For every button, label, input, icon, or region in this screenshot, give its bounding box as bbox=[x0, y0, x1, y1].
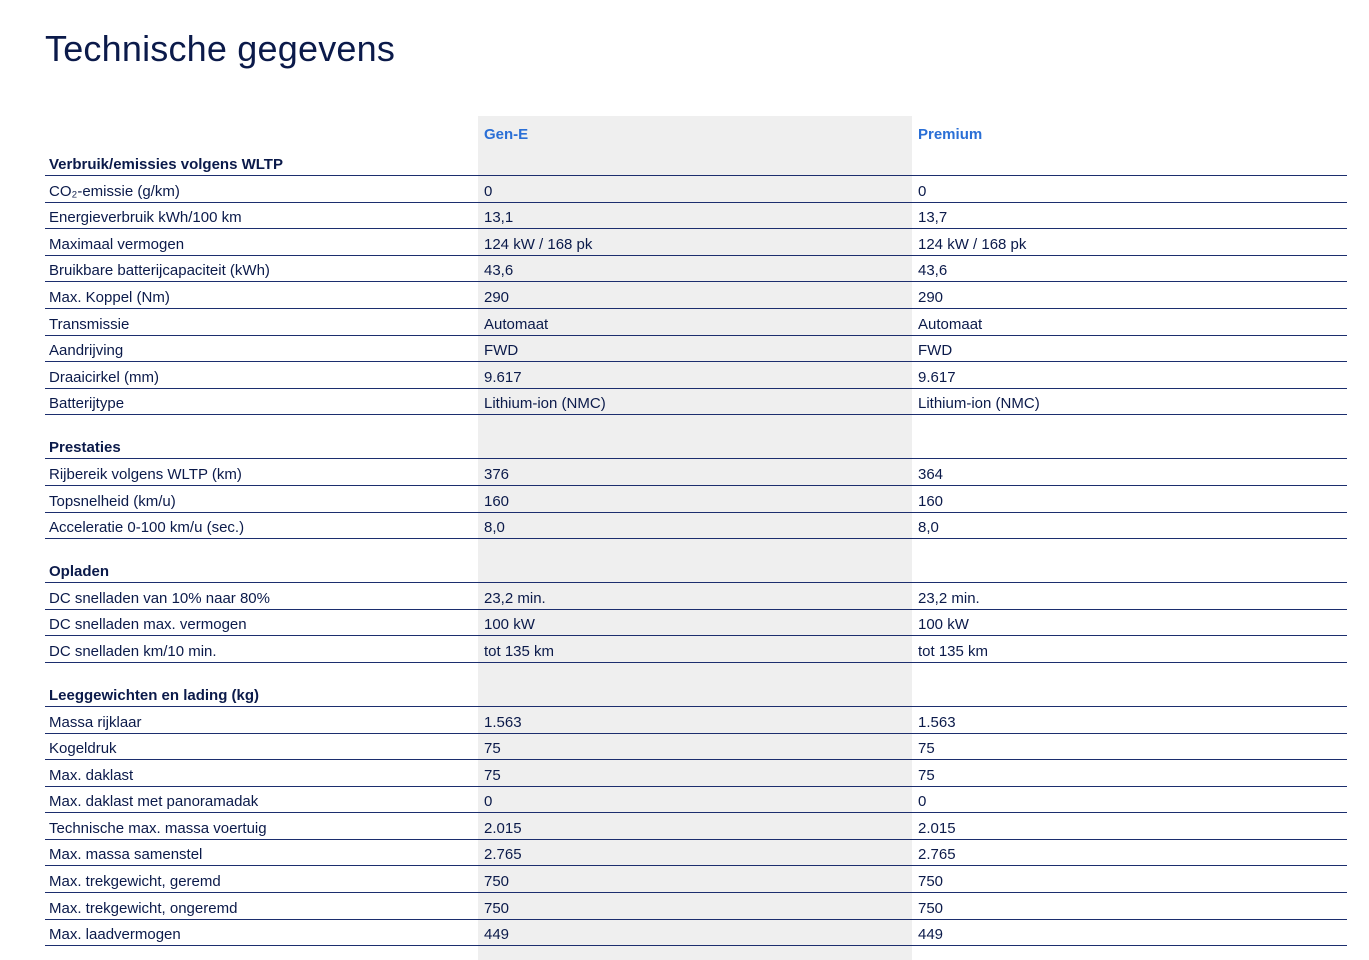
table-row bbox=[45, 610, 1347, 637]
row-label: Max. massa samenstel bbox=[49, 846, 203, 864]
row-label: Max. Koppel (Nm) bbox=[49, 288, 170, 306]
table-row bbox=[45, 203, 1347, 230]
premium-value: 124 kW / 168 pk bbox=[918, 235, 1027, 253]
row-label: Rijbereik volgens WLTP (km) bbox=[49, 465, 242, 483]
premium-value: 100 kW bbox=[918, 616, 969, 634]
table-row bbox=[45, 920, 1347, 947]
gen-e-value: 290 bbox=[484, 288, 510, 306]
gen-e-value: 750 bbox=[484, 899, 510, 917]
gen-e-value: 1.563 bbox=[484, 713, 522, 731]
gen-e-value: 0 bbox=[484, 793, 493, 811]
premium-value: 43,6 bbox=[918, 262, 948, 280]
gen-e-value: 2.015 bbox=[484, 819, 522, 837]
table-row bbox=[45, 866, 1347, 893]
premium-value: 13,7 bbox=[918, 209, 948, 227]
table-row bbox=[45, 229, 1347, 256]
table-row bbox=[45, 734, 1347, 761]
premium-value: 750 bbox=[918, 899, 944, 917]
section-spacer bbox=[45, 663, 1347, 681]
row-label: CO₂-emissie (g/km) bbox=[49, 182, 180, 200]
table-row bbox=[45, 486, 1347, 513]
premium-value: 9.617 bbox=[918, 368, 956, 386]
row-label: Technische max. massa voertuig bbox=[49, 819, 267, 837]
gen-e-value: 75 bbox=[484, 740, 501, 758]
row-label: Topsnelheid (km/u) bbox=[49, 492, 176, 510]
premium-value: 0 bbox=[918, 793, 927, 811]
row-label: Max. trekgewicht, ongeremd bbox=[49, 899, 238, 917]
gen-e-value: FWD bbox=[484, 342, 519, 360]
row-label: Max. daklast bbox=[49, 766, 134, 784]
premium-value: 2.765 bbox=[918, 846, 956, 864]
gen-e-value: 750 bbox=[484, 873, 510, 891]
table-row bbox=[45, 583, 1347, 610]
row-label: Draaicirkel (mm) bbox=[49, 368, 159, 386]
row-label: Max. laadvermogen bbox=[49, 926, 181, 944]
table-row bbox=[45, 760, 1347, 787]
section-spacer bbox=[45, 539, 1347, 557]
section-header bbox=[45, 150, 1347, 176]
row-label: DC snelladen van 10% naar 80% bbox=[49, 589, 270, 607]
section-header bbox=[45, 557, 1347, 583]
page-title: Technische gegevens bbox=[45, 28, 396, 69]
premium-value: 290 bbox=[918, 288, 944, 306]
row-label: Energieverbruik kWh/100 km bbox=[49, 209, 242, 227]
gen-e-value: 43,6 bbox=[484, 262, 514, 280]
column-header-premium: Premium bbox=[918, 126, 983, 143]
section-title: Prestaties bbox=[49, 439, 121, 457]
row-label: Bruikbare batterijcapaciteit (kWh) bbox=[49, 262, 270, 280]
premium-value: 750 bbox=[918, 873, 944, 891]
spec-sections bbox=[45, 150, 1347, 946]
row-label: Maximaal vermogen bbox=[49, 235, 185, 253]
premium-value: 2.015 bbox=[918, 819, 956, 837]
table-row bbox=[45, 787, 1347, 814]
table-row bbox=[45, 707, 1347, 734]
gen-e-value: 2.765 bbox=[484, 846, 522, 864]
section-header bbox=[45, 681, 1347, 707]
gen-e-value: 75 bbox=[484, 766, 501, 784]
row-label: Acceleratie 0-100 km/u (sec.) bbox=[49, 519, 245, 537]
premium-value: 1.563 bbox=[918, 713, 956, 731]
gen-e-value: Lithium-ion (NMC) bbox=[484, 395, 606, 413]
table-row bbox=[45, 636, 1347, 663]
row-label: Max. trekgewicht, geremd bbox=[49, 873, 221, 891]
premium-value: 8,0 bbox=[918, 519, 939, 537]
gen-e-value: tot 135 km bbox=[484, 642, 555, 660]
table-row bbox=[45, 256, 1347, 283]
premium-value: 75 bbox=[918, 766, 935, 784]
table-row bbox=[45, 513, 1347, 540]
row-label: DC snelladen km/10 min. bbox=[49, 642, 217, 660]
gen-e-value: 8,0 bbox=[484, 519, 505, 537]
gen-e-value: 124 kW / 168 pk bbox=[484, 235, 593, 253]
section-title: Verbruik/emissies volgens WLTP bbox=[49, 156, 283, 173]
row-label: Max. daklast met panoramadak bbox=[49, 793, 259, 811]
premium-value: FWD bbox=[918, 342, 953, 360]
gen-e-value: Automaat bbox=[484, 315, 549, 333]
table-row bbox=[45, 813, 1347, 840]
column-header-gen-e: Gen-E bbox=[484, 126, 529, 143]
row-label: Batterijtype bbox=[49, 395, 125, 413]
gen-e-value: 13,1 bbox=[484, 209, 514, 227]
section-title: Leeggewichten en lading (kg) bbox=[49, 686, 260, 704]
table-row bbox=[45, 336, 1347, 363]
premium-value: tot 135 km bbox=[918, 642, 989, 660]
table-row bbox=[45, 176, 1347, 203]
premium-value: Lithium-ion (NMC) bbox=[918, 395, 1040, 413]
gen-e-value: 23,2 min. bbox=[484, 589, 546, 607]
gen-e-value: 9.617 bbox=[484, 368, 522, 386]
premium-value: 449 bbox=[918, 926, 944, 944]
column-headers bbox=[45, 120, 1347, 150]
gen-e-value: 449 bbox=[484, 926, 510, 944]
premium-value: 160 bbox=[918, 492, 944, 510]
row-label: Aandrijving bbox=[49, 342, 124, 360]
table-row bbox=[45, 840, 1347, 867]
gen-e-value: 0 bbox=[484, 182, 493, 200]
table-row bbox=[45, 893, 1347, 920]
table-row bbox=[45, 362, 1347, 389]
section-title: Opladen bbox=[49, 563, 110, 581]
row-label: Massa rijklaar bbox=[49, 713, 142, 731]
spec-table bbox=[45, 120, 1347, 946]
row-label: Transmissie bbox=[49, 315, 130, 333]
gen-e-value: 376 bbox=[484, 465, 510, 483]
table-row bbox=[45, 282, 1347, 309]
gen-e-value: 160 bbox=[484, 492, 510, 510]
premium-value: 23,2 min. bbox=[918, 589, 980, 607]
table-row bbox=[45, 389, 1347, 416]
premium-value: 0 bbox=[918, 182, 927, 200]
row-label: Kogeldruk bbox=[49, 740, 117, 758]
premium-value: Automaat bbox=[918, 315, 983, 333]
section-spacer bbox=[45, 415, 1347, 433]
premium-value: 75 bbox=[918, 740, 935, 758]
row-label: DC snelladen max. vermogen bbox=[49, 616, 247, 634]
table-row bbox=[45, 459, 1347, 486]
table-row bbox=[45, 309, 1347, 336]
premium-value: 364 bbox=[918, 465, 944, 483]
section-header bbox=[45, 433, 1347, 459]
gen-e-value: 100 kW bbox=[484, 616, 535, 634]
